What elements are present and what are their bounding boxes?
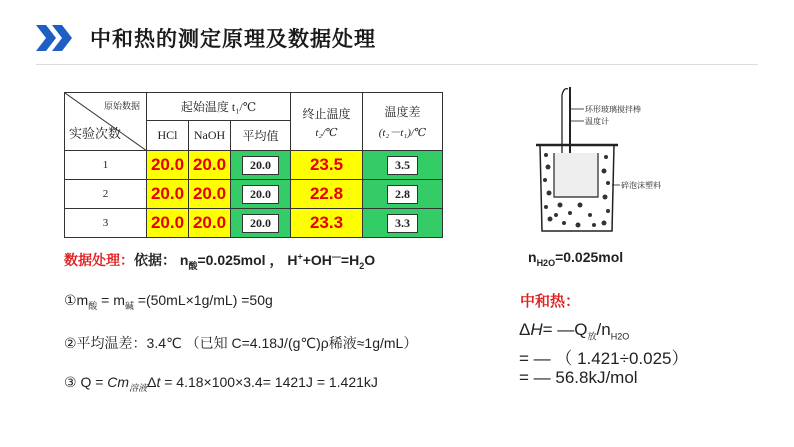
line3-a: ③ Q =	[64, 374, 108, 390]
line1-sub1: 酸	[88, 300, 98, 311]
naoh-value: 20.0	[192, 184, 227, 203]
table-row	[65, 209, 443, 238]
hcl-value: 20.0	[150, 155, 185, 174]
heat-label: 中和热：	[520, 293, 581, 310]
basis-text: 依据： $n_酸=0.025mol$ ， $H^++OH^—=H_2O$	[134, 251, 376, 271]
hcl-header: HCl	[147, 121, 189, 151]
diff-value: 3.5	[387, 156, 418, 175]
diff-header	[363, 93, 443, 151]
avg-cell	[231, 209, 291, 238]
naoh-value: 20.0	[192, 155, 227, 174]
avg-value: 20.0	[242, 156, 279, 175]
naoh-value: 20.0	[192, 213, 227, 232]
line1-c: =(50mL×1g/mL) =50g	[133, 292, 273, 308]
naoh-header: NaOH	[189, 121, 231, 151]
hcl-cell	[147, 151, 189, 180]
processing-label: 数据处理：	[64, 252, 134, 268]
table-row	[65, 180, 443, 209]
page-title: 中和热的测定原理及数据处理	[90, 28, 376, 51]
formula-line-1	[64, 292, 273, 312]
naoh-cell	[189, 151, 231, 180]
hcl-cell	[147, 180, 189, 209]
basis-mid: +OH	[302, 252, 332, 268]
diff-cell	[363, 151, 443, 180]
calorimeter-diagram	[528, 85, 668, 235]
line3-cm: Cm	[107, 374, 130, 390]
line3-t: t	[156, 374, 161, 390]
avg-value: 20.0	[242, 185, 279, 204]
end-temp-label: 终止温度	[302, 106, 351, 121]
end-value: 22.8	[309, 184, 344, 203]
line3-rest: = 4.18×100×3.4= 1421J = 1.421kJ	[160, 374, 378, 390]
table-row	[65, 151, 443, 180]
data-table	[64, 92, 443, 238]
double-chevron-icon	[36, 25, 76, 51]
diagonal-header-cell	[65, 93, 147, 151]
avg-cell	[231, 151, 291, 180]
formula-line-2: ②平均温差：3.4℃ （已知 C=4.18J/(g℃)ρ稀液≈1g/mL）	[64, 335, 418, 351]
diff-cell	[363, 180, 443, 209]
row-number: 2	[65, 180, 147, 209]
naoh-cell	[189, 209, 231, 238]
dh-sub1: 放	[587, 331, 597, 342]
diff-value: 2.8	[387, 185, 418, 204]
diff-value: 3.3	[387, 214, 418, 233]
nh2o-line	[528, 249, 623, 268]
end-temp-header	[291, 93, 363, 151]
end-cell	[291, 180, 363, 209]
basis-tail: O	[364, 252, 376, 268]
line1-sub2: 碱	[124, 300, 134, 311]
title-divider	[36, 64, 758, 65]
start-temp-header: 起始温度 t₁/℃	[147, 93, 291, 121]
end-cell	[291, 209, 363, 238]
dh-b: = —Q	[542, 320, 588, 339]
basis-sub: 酸	[188, 260, 198, 271]
dh-sub2: H2O	[610, 331, 630, 342]
row-number: 3	[65, 209, 147, 238]
nh2o-b: =0.025mol	[555, 249, 624, 265]
line3-delta: Δ	[147, 374, 157, 390]
dh-line-3: = — 56.8kJ/mol	[519, 368, 638, 387]
avg-header: 平均值	[231, 121, 291, 151]
avg-value: 20.0	[242, 214, 279, 233]
hcl-cell	[147, 209, 189, 238]
thermometer-label: 温度计	[585, 117, 609, 126]
nh2o-sub: H2O	[536, 257, 556, 268]
dh-line-1	[519, 320, 629, 342]
dh-delta: Δ	[519, 320, 531, 339]
naoh-cell	[189, 180, 231, 209]
foam-label: 碎泡沫塑料	[621, 181, 661, 190]
nh2o-a: n	[528, 249, 537, 265]
processing-line	[64, 250, 375, 272]
end-cell	[291, 151, 363, 180]
hcl-value: 20.0	[150, 184, 185, 203]
row-number: 1	[65, 151, 147, 180]
line1-b: = m	[97, 292, 125, 308]
end-value: 23.3	[309, 213, 344, 232]
line1-a: ①m	[64, 292, 89, 308]
title-bar	[36, 20, 376, 56]
diff-label: 温度差	[384, 105, 421, 119]
dh-line-2: = — （ 1.421÷0.025）	[519, 349, 689, 368]
dh-c: /n	[596, 320, 611, 339]
diag-top-label: 原始数据	[103, 101, 140, 111]
formula-line-3	[64, 374, 378, 394]
avg-cell	[231, 180, 291, 209]
inner-beaker-icon	[554, 153, 598, 197]
diff-unit: (t₂－t₁)/℃	[378, 127, 427, 139]
basis-rest: =0.025mol ， H	[197, 252, 298, 268]
stirrer-label: 环形玻璃搅拌棒	[585, 105, 641, 114]
end-temp-unit: t₂/℃	[315, 126, 338, 139]
hcl-value: 20.0	[150, 213, 185, 232]
dh-h: H	[530, 320, 543, 339]
basis-prefix: 依据： n	[134, 252, 189, 268]
basis-end: =H	[340, 252, 360, 268]
diag-bottom-label: 实验次数	[69, 126, 122, 141]
diff-cell	[363, 209, 443, 238]
end-value: 23.5	[309, 155, 344, 174]
line3-sub: 溶液	[129, 382, 148, 393]
